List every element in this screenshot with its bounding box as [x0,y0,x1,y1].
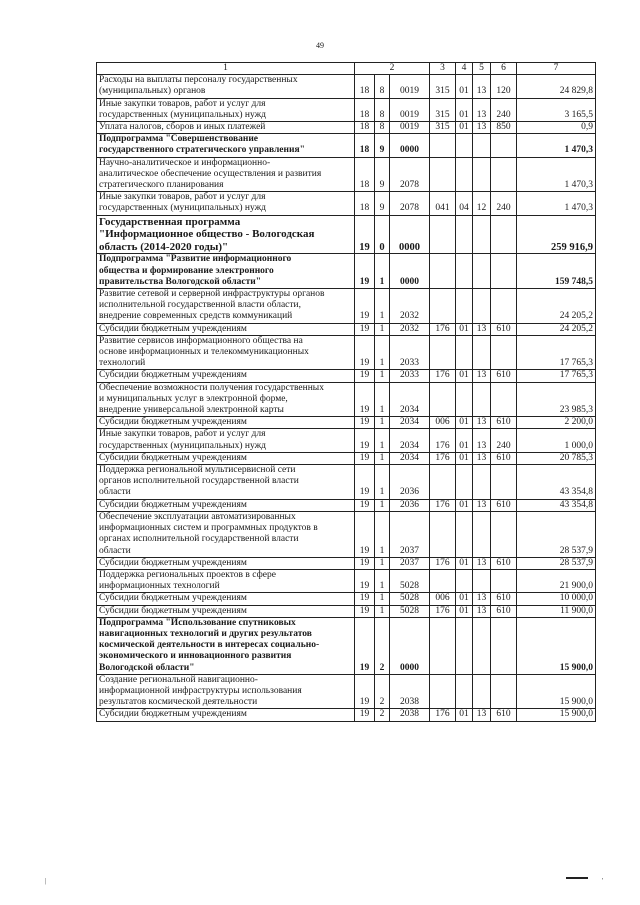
row-subsection-code [473,289,491,324]
header-col-4: 4 [456,63,473,75]
table-row [97,335,596,370]
row-subprogram: 1 [375,289,390,324]
header-col-2: 2 [355,63,430,75]
table-row [97,557,596,569]
row-program: 19 [355,417,375,429]
row-section-code [456,569,473,592]
row-expense-type [491,289,517,324]
row-department-code [430,215,456,254]
row-name: Обеспечение возможности получения государственных и муниципальных услуг в электронной форме, внедрение универсальной электронной карты [97,382,355,417]
row-name: Субсидии бюджетным учреждениям [97,499,355,511]
table-row [97,134,596,157]
row-subprogram: 8 [375,75,390,98]
row-section-code: 01 [456,593,473,605]
row-subprogram: 1 [375,593,390,605]
table-row [97,215,596,254]
row-expense-type [491,215,517,254]
row-amount: 24 205,2 [517,289,596,324]
row-name: Субсидии бюджетным учреждениям [97,417,355,429]
row-subsection-code: 13 [473,75,491,98]
row-amount: 1 470,3 [517,134,596,157]
table-row [97,254,596,289]
row-expense-type: 240 [491,98,517,121]
row-target-code: 2034 [390,429,430,452]
table-row [97,75,596,98]
row-department-code: 315 [430,98,456,121]
row-subprogram: 1 [375,511,390,557]
row-name: Субсидии бюджетным учреждениям [97,709,355,721]
row-section-code [456,134,473,157]
row-target-code: 0000 [390,617,430,674]
row-target-code: 2034 [390,452,430,464]
row-section-code [456,254,473,289]
row-name: Государственная программа "Информационное общество - Вологодская область (2014-2020 годы)" [97,215,355,254]
row-name: Подпрограмма "Совершенствование государственного стратегического управления" [97,134,355,157]
row-department-code: 176 [430,370,456,382]
row-department-code [430,569,456,592]
table-row [97,429,596,452]
row-subsection-code: 13 [473,605,491,617]
row-subsection-code [473,511,491,557]
row-section-code: 01 [456,370,473,382]
row-program: 19 [355,382,375,417]
row-expense-type: 240 [491,429,517,452]
row-amount: 11 900,0 [517,605,596,617]
row-name: Поддержка региональной мультисервисной сети органов исполнительной государственной власти области [97,465,355,500]
row-amount: 1 470,3 [517,157,596,192]
row-target-code: 2033 [390,370,430,382]
row-name: Уплата налогов, сборов и иных платежей [97,122,355,134]
row-program: 18 [355,192,375,215]
row-expense-type: 610 [491,452,517,464]
header-col-6: 6 [491,63,517,75]
row-target-code: 2034 [390,382,430,417]
row-amount: 3 165,5 [517,98,596,121]
row-amount: 15 900,0 [517,709,596,721]
row-department-code: 176 [430,323,456,335]
row-target-code: 2034 [390,417,430,429]
row-subsection-code: 13 [473,323,491,335]
row-department-code: 041 [430,192,456,215]
row-program: 18 [355,75,375,98]
margin-mark-right: ' [602,877,604,885]
row-expense-type [491,382,517,417]
table-row [97,382,596,417]
row-target-code: 0019 [390,122,430,134]
row-target-code: 2038 [390,674,430,709]
row-section-code: 01 [456,709,473,721]
row-subsection-code: 13 [473,370,491,382]
row-section-code [456,335,473,370]
row-subsection-code: 13 [473,499,491,511]
row-amount: 2 200,0 [517,417,596,429]
row-target-code: 2036 [390,499,430,511]
row-target-code: 2037 [390,511,430,557]
row-expense-type [491,617,517,674]
table-row [97,289,596,324]
row-name: Поддержка региональных проектов в сфере информационных технологий [97,569,355,592]
row-section-code: 01 [456,98,473,121]
row-department-code [430,382,456,417]
row-name: Субсидии бюджетным учреждениям [97,605,355,617]
row-department-code: 006 [430,417,456,429]
row-program: 18 [355,134,375,157]
row-subsection-code: 12 [473,192,491,215]
row-name: Подпрограмма "Развитие информационного общества и формирование электронного правительства Вологодской области" [97,254,355,289]
row-section-code [456,157,473,192]
row-program: 19 [355,674,375,709]
row-amount: 20 785,3 [517,452,596,464]
row-program: 19 [355,289,375,324]
row-department-code [430,335,456,370]
row-department-code: 176 [430,429,456,452]
row-target-code: 2037 [390,557,430,569]
row-expense-type: 610 [491,499,517,511]
row-subprogram: 1 [375,452,390,464]
table-body [97,75,596,721]
row-subsection-code [473,254,491,289]
row-target-code: 0019 [390,75,430,98]
row-amount: 43 354,8 [517,465,596,500]
row-department-code: 006 [430,593,456,605]
table-row [97,605,596,617]
row-subprogram: 1 [375,417,390,429]
row-department-code [430,157,456,192]
row-subsection-code: 13 [473,452,491,464]
row-subprogram: 2 [375,617,390,674]
row-target-code: 0019 [390,98,430,121]
table-row [97,593,596,605]
row-expense-type: 610 [491,709,517,721]
row-subprogram: 2 [375,709,390,721]
row-section-code: 01 [456,417,473,429]
row-subprogram: 8 [375,122,390,134]
table-row [97,98,596,121]
row-subprogram: 8 [375,98,390,121]
row-target-code: 2032 [390,323,430,335]
row-target-code: 5028 [390,605,430,617]
row-department-code: 176 [430,499,456,511]
row-expense-type: 610 [491,605,517,617]
row-subprogram: 1 [375,499,390,511]
row-name: Научно-аналитическое и информационно- аналитическое обеспечение осуществления и развития стратегического планирования [97,157,355,192]
row-name: Иные закупки товаров, работ и услуг для государственных (муниципальных) нужд [97,429,355,452]
row-expense-type [491,511,517,557]
row-name: Развитие сетевой и серверной инфраструктуры органов исполнительной государственной власти области, внедрение современных средств коммуникаций [97,289,355,324]
row-expense-type [491,254,517,289]
row-expense-type: 120 [491,75,517,98]
row-name: Иные закупки товаров, работ и услуг для государственных (муниципальных) нужд [97,98,355,121]
row-subsection-code: 13 [473,709,491,721]
row-section-code: 01 [456,323,473,335]
row-amount: 23 985,3 [517,382,596,417]
row-amount: 10 000,0 [517,593,596,605]
row-department-code [430,289,456,324]
row-department-code: 176 [430,605,456,617]
row-subprogram: 2 [375,674,390,709]
row-name: Создание региональной навигационно- информационной инфраструктуры использования результатов космической деятельности [97,674,355,709]
table-row [97,370,596,382]
row-amount: 15 900,0 [517,617,596,674]
table-row [97,617,596,674]
row-amount: 0,9 [517,122,596,134]
row-section-code: 04 [456,192,473,215]
row-program: 19 [355,709,375,721]
row-amount: 259 916,9 [517,215,596,254]
row-subsection-code: 13 [473,593,491,605]
row-target-code: 2033 [390,335,430,370]
row-expense-type [491,465,517,500]
row-program: 18 [355,98,375,121]
table-header [97,63,596,75]
row-subprogram: 1 [375,382,390,417]
row-name: Развитие сервисов информационного общества на основе информационных и телекоммуникационных технологий [97,335,355,370]
header-col-7: 7 [517,63,596,75]
row-subprogram: 1 [375,605,390,617]
row-section-code: 01 [456,122,473,134]
row-program: 19 [355,465,375,500]
row-subprogram: 1 [375,465,390,500]
row-amount: 1 000,0 [517,429,596,452]
row-subsection-code: 13 [473,122,491,134]
table-row [97,157,596,192]
row-subsection-code [473,465,491,500]
row-name: Субсидии бюджетным учреждениям [97,593,355,605]
table-row [97,511,596,557]
row-program: 19 [355,593,375,605]
row-subprogram: 9 [375,192,390,215]
row-subsection-code: 13 [473,429,491,452]
row-name: Расходы на выплаты персоналу государственных (муниципальных) органов [97,75,355,98]
row-subsection-code [473,134,491,157]
row-section-code [456,215,473,254]
row-program: 19 [355,370,375,382]
page-number: 49 [316,41,324,50]
row-section-code [456,382,473,417]
row-target-code: 2036 [390,465,430,500]
row-expense-type [491,157,517,192]
row-subprogram: 9 [375,134,390,157]
table-row [97,709,596,721]
row-department-code: 315 [430,122,456,134]
row-target-code: 2038 [390,709,430,721]
row-section-code: 01 [456,605,473,617]
row-subprogram: 0 [375,215,390,254]
row-department-code [430,465,456,500]
row-expense-type [491,134,517,157]
row-amount: 17 765,3 [517,370,596,382]
row-subsection-code [473,382,491,417]
row-name: Субсидии бюджетным учреждениям [97,323,355,335]
row-department-code [430,674,456,709]
row-program: 19 [355,452,375,464]
row-amount: 17 765,3 [517,335,596,370]
table-row [97,569,596,592]
row-subprogram: 1 [375,254,390,289]
row-section-code [456,511,473,557]
row-expense-type: 610 [491,557,517,569]
row-section-code [456,289,473,324]
row-subsection-code [473,674,491,709]
row-department-code: 176 [430,557,456,569]
row-program: 19 [355,605,375,617]
row-target-code: 5028 [390,593,430,605]
table-row [97,417,596,429]
row-subsection-code [473,157,491,192]
row-program: 19 [355,323,375,335]
row-department-code [430,134,456,157]
row-department-code: 315 [430,75,456,98]
row-program: 19 [355,511,375,557]
row-section-code: 01 [456,429,473,452]
budget-table [96,62,596,722]
table-row [97,465,596,500]
row-subprogram: 1 [375,335,390,370]
row-target-code: 0000 [390,254,430,289]
header-col-1: 1 [97,63,355,75]
row-amount: 28 537,9 [517,511,596,557]
row-target-code: 0000 [390,134,430,157]
row-section-code: 01 [456,75,473,98]
row-subsection-code [473,215,491,254]
row-section-code [456,465,473,500]
row-expense-type: 610 [491,370,517,382]
row-target-code: 2078 [390,192,430,215]
table-row [97,323,596,335]
table-row [97,452,596,464]
row-department-code: 176 [430,709,456,721]
row-department-code [430,617,456,674]
row-subsection-code [473,569,491,592]
row-name: Подпрограмма "Использование спутниковых навигационных технологий и других результатов космической деятельности в интересах социально- экономического и инновационного развития Вологодской области" [97,617,355,674]
row-expense-type: 850 [491,122,517,134]
row-amount: 24 205,2 [517,323,596,335]
row-section-code [456,674,473,709]
row-department-code [430,511,456,557]
row-program: 19 [355,617,375,674]
row-expense-type: 610 [491,593,517,605]
row-amount: 28 537,9 [517,557,596,569]
row-amount: 15 900,0 [517,674,596,709]
margin-mark-left: | [45,877,47,885]
row-expense-type [491,674,517,709]
row-program: 19 [355,215,375,254]
row-department-code [430,254,456,289]
row-subsection-code: 13 [473,557,491,569]
row-amount: 159 748,5 [517,254,596,289]
row-name: Субсидии бюджетным учреждениям [97,557,355,569]
row-subprogram: 1 [375,429,390,452]
row-target-code: 2032 [390,289,430,324]
row-subsection-code [473,335,491,370]
row-program: 18 [355,157,375,192]
row-amount: 21 900,0 [517,569,596,592]
row-section-code: 01 [456,499,473,511]
row-section-code [456,617,473,674]
row-section-code: 01 [456,452,473,464]
row-subprogram: 1 [375,370,390,382]
row-program: 19 [355,557,375,569]
row-amount: 43 354,8 [517,499,596,511]
row-name: Субсидии бюджетным учреждениям [97,452,355,464]
row-department-code: 176 [430,452,456,464]
row-amount: 24 829,8 [517,75,596,98]
row-name: Субсидии бюджетным учреждениям [97,370,355,382]
row-subsection-code: 13 [473,417,491,429]
row-program: 19 [355,569,375,592]
row-expense-type [491,569,517,592]
row-subprogram: 9 [375,157,390,192]
row-target-code: 0000 [390,215,430,254]
row-target-code: 2078 [390,157,430,192]
row-target-code: 5028 [390,569,430,592]
row-program: 19 [355,335,375,370]
row-program: 19 [355,499,375,511]
table-row [97,192,596,215]
table-row [97,122,596,134]
row-program: 19 [355,254,375,289]
header-col-3: 3 [430,63,456,75]
row-section-code: 01 [456,557,473,569]
row-name: Иные закупки товаров, работ и услуг для государственных (муниципальных) нужд [97,192,355,215]
row-subprogram: 1 [375,323,390,335]
row-subprogram: 1 [375,569,390,592]
row-amount: 1 470,3 [517,192,596,215]
row-program: 18 [355,122,375,134]
row-expense-type: 610 [491,323,517,335]
row-subsection-code [473,617,491,674]
row-expense-type: 610 [491,417,517,429]
table-row [97,674,596,709]
row-expense-type: 240 [491,192,517,215]
row-subprogram: 1 [375,557,390,569]
header-col-5: 5 [473,63,491,75]
row-expense-type [491,335,517,370]
table-row [97,499,596,511]
margin-bar-bottom [566,877,588,879]
row-subsection-code: 13 [473,98,491,121]
row-name: Обеспечение эксплуатации автоматизированных информационных систем и программных продуктов в органах исполнительной государственной власти области [97,511,355,557]
row-program: 19 [355,429,375,452]
